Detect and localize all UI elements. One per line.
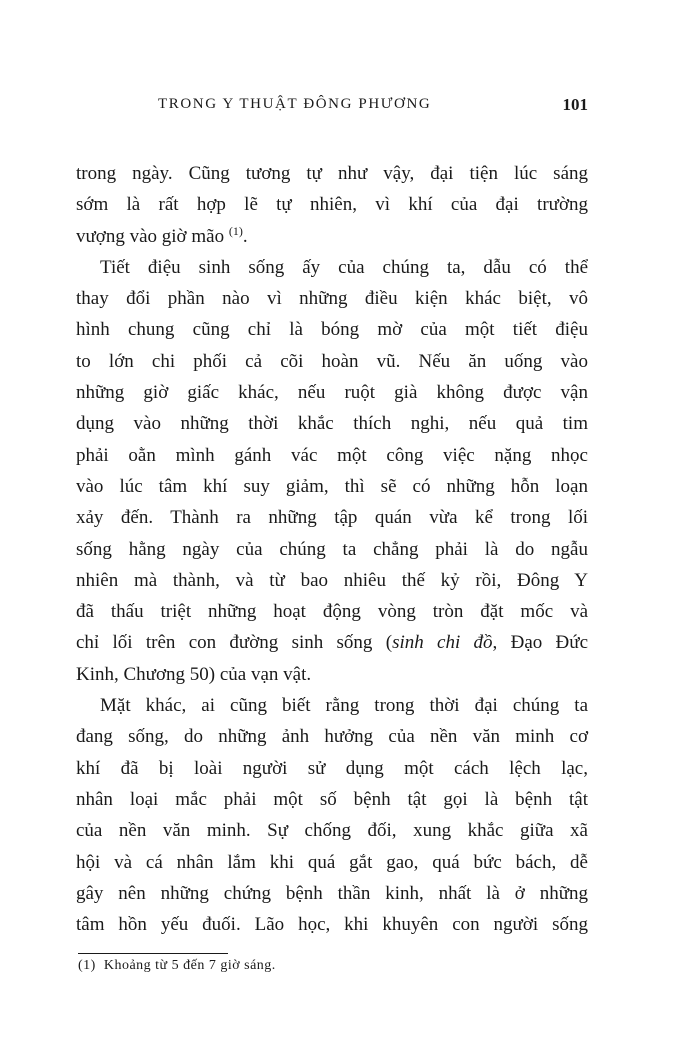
page-header: [76, 96, 588, 120]
line-tail: , Đạo Đức: [492, 632, 588, 654]
footnote-text: Khoảng từ 5 đến 7 giờ sáng.: [103, 958, 276, 973]
text-line: phải oằn mình gánh vác một công việc nặng nhọc: [76, 444, 588, 466]
footnote-divider: [78, 953, 228, 954]
text-line: vào lúc tâm khí suy giảm, thì sẽ có những hỗn loạn: [76, 475, 588, 497]
text-line: trong ngày. Cũng tương tự như vậy, đại tiện lúc sáng: [76, 163, 588, 184]
page-number: 101: [562, 95, 588, 114]
text-line: gây nên những chứng bệnh thần kinh, nhất là ở những: [76, 882, 588, 904]
text-line: nhiên mà thành, và từ bao nhiêu thế kỷ rồi, Đông Y: [76, 569, 588, 591]
line-end-period: .: [242, 225, 248, 247]
running-title: TRONG Y THUẬT ĐÔNG PHƯƠNG: [158, 96, 432, 112]
text-line: sống hằng ngày của chúng ta chẳng phải là do ngẫu: [76, 538, 588, 560]
text-line: dụng vào những thời khắc thích nghi, nếu quả tim: [76, 413, 588, 435]
text-line: to lớn chi phối cả cõi hoàn vũ. Nếu ăn uống vào: [76, 350, 588, 372]
text-line: Tiết điệu sinh sống ấy của chúng ta, dẫu có thể: [100, 256, 588, 278]
text-line: đã thấu triệt những hoạt động vòng tròn đặt mốc và: [76, 601, 588, 623]
text-line: thay đổi phần nào vì những điều kiện khác biệt, vô: [76, 288, 588, 310]
text-line: xảy đến. Thành ra những tập quán vừa kể trong lối: [76, 507, 588, 529]
text-line-content: vượng vào giờ mão: [76, 225, 225, 247]
text-line: [76, 221, 588, 252]
text-line: khí đã bị loài người sử dụng một cách lệch lạc,: [76, 757, 588, 779]
text-line: [76, 627, 588, 658]
text-line: nhân loại mắc phải một số bệnh tật gọi là bệnh tật: [76, 788, 588, 810]
footnote-mark: (1): [78, 958, 96, 973]
open-paren: (: [385, 632, 393, 654]
text-line: đang sống, do những ảnh hưởng của nền văn minh cơ: [76, 726, 588, 748]
text-line-content: chỉ lối trên con đường sinh sống: [76, 632, 373, 654]
footnote: [78, 958, 276, 974]
italic-term: sinh chi đồ: [392, 632, 493, 654]
text-line: hội và cá nhân lắm khi quá gắt gao, quá bức bách, dễ: [76, 851, 588, 873]
text-line: Mặt khác, ai cũng biết rằng trong thời đại chúng ta: [100, 695, 588, 717]
text-line: tâm hồn yếu đuối. Lão học, khi khuyên con người sống: [76, 914, 588, 936]
text-line: sớm là rất hợp lẽ tự nhiên, vì khí của đại trường: [76, 194, 588, 216]
text-line: của nền văn minh. Sự chống đối, xung khắc giữa xã: [76, 820, 588, 842]
text-line: những giờ giấc khác, nếu ruột già không được vận: [76, 382, 588, 404]
body-text: [76, 158, 588, 940]
text-line: hình chung cũng chỉ là bóng mờ của một tiết điệu: [76, 319, 588, 341]
footnote-reference: (1): [228, 223, 243, 238]
text-line: Kinh, Chương 50) của vạn vật.: [76, 663, 312, 685]
